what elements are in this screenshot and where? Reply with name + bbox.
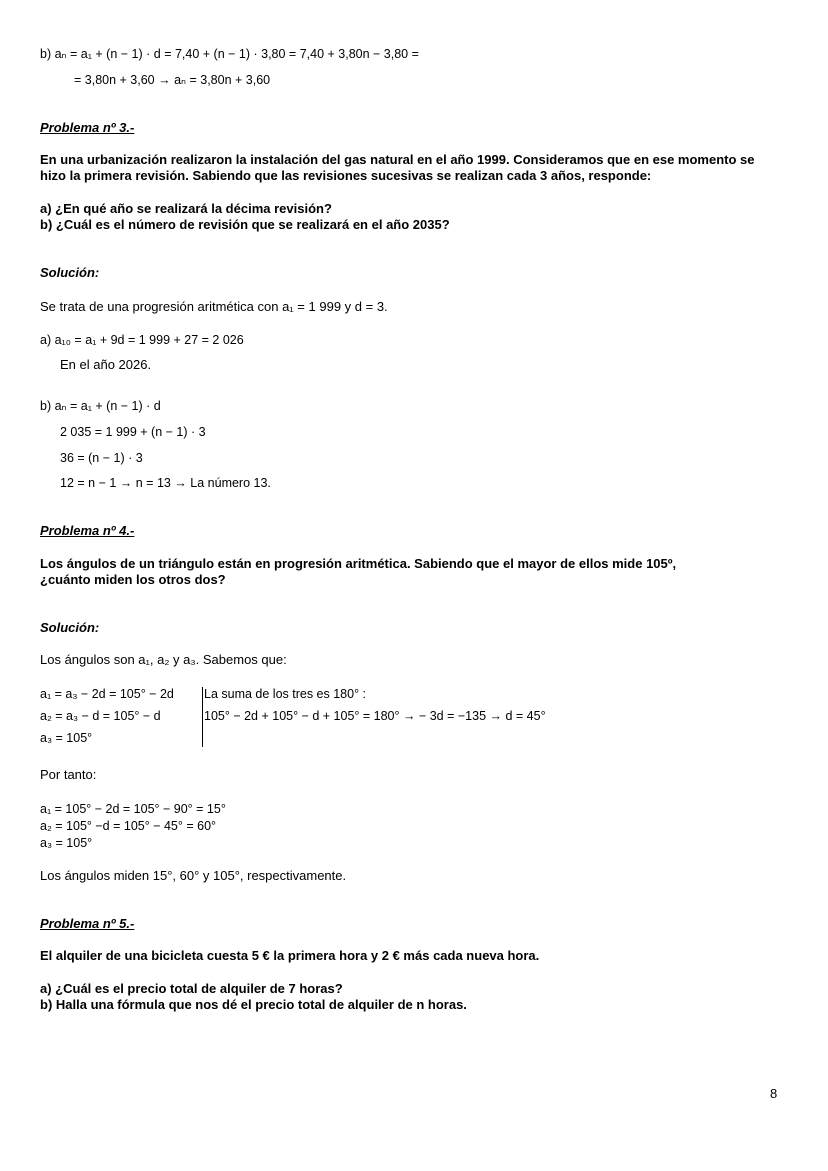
problem-4-statement: Los ángulos de un triángulo están en progresión aritmética. Sabiendo que el mayor de ellos mide 105º, (40, 556, 677, 571)
system-brace (196, 687, 203, 747)
solution-text: Se trata de una progresión aritmética con a₁ = 1 999 y d = 3. (40, 299, 388, 314)
problem-3-question-a: a) ¿En qué año se realizará la décima revisión? (40, 201, 332, 216)
problem-5-question-a: a) ¿Cuál es el precio total de alquiler de 7 horas? (40, 981, 343, 996)
formula-line: 36 = (n − 1) · 3 (60, 451, 143, 465)
equation-line: a₁ = a₃ − 2d = 105° − 2d (40, 687, 174, 701)
problem-5-statement: El alquiler de una bicicleta cuesta 5 € la primera hora y 2 € más cada nueva hora. (40, 948, 540, 963)
equation-line: 105° − 2d + 105° − d + 105° = 180° → − 3d = −135 → d = 45° (204, 709, 546, 723)
solution-text: Los ángulos son a₁, a₂ y a₃. Sabemos que: (40, 652, 287, 667)
solution-text: Los ángulos miden 15°, 60° y 105°, respectivamente. (40, 868, 347, 883)
formula-line: a₃ = 105° (40, 836, 93, 850)
solution-label: Solución: (40, 620, 100, 635)
problem-3-statement: En una urbanización realizaron la instalación del gas natural en el año 1999. Consideramos que en ese momento se (40, 152, 755, 167)
formula-line: 2 035 = 1 999 + (n − 1) · 3 (60, 425, 206, 439)
solution-label: Solución: (40, 265, 100, 280)
formula-line: a₁ = 105° − 2d = 105° − 90° = 15° (40, 802, 226, 816)
problem-3-title: Problema nº 3.- (40, 120, 135, 135)
formula-line: a₂ = 105° −d = 105° − 45° = 60° (40, 819, 217, 833)
problem-3-question-b: b) ¿Cuál es el número de revisión que se realizará en el año 2035? (40, 217, 450, 232)
equation-line: a₃ = 105° (40, 731, 93, 745)
equation-line: a₂ = a₃ − d = 105° − d (40, 709, 161, 723)
solution-text: Por tanto: (40, 767, 97, 782)
formula-line: = 3,80n + 3,60 → aₙ = 3,80n + 3,60 (74, 73, 271, 87)
formula-line: a) a₁₀ = a₁ + 9d = 1 999 + 27 = 2 026 (40, 333, 244, 347)
formula-line: 12 = n − 1 → n = 13 → La número 13. (60, 476, 271, 490)
solution-text: En el año 2026. (60, 357, 152, 372)
problem-5-question-b: b) Halla una fórmula que nos dé el precio total de alquiler de n horas. (40, 997, 467, 1012)
problem-4-statement: ¿cuánto miden los otros dos? (40, 572, 226, 587)
problem-5-title: Problema nº 5.- (40, 916, 135, 931)
problem-3-statement: hizo la primera revisión. Sabiendo que las revisiones sucesivas se realizan cada 3 años, responde: (40, 168, 652, 183)
problem-4-title: Problema nº 4.- (40, 523, 135, 538)
page-number: 8 (770, 1086, 778, 1101)
formula-line: b) aₙ = a₁ + (n − 1) · d (40, 399, 161, 413)
equation-line: La suma de los tres es 180° : (204, 687, 367, 701)
formula-line: b) aₙ = a₁ + (n − 1) · d = 7,40 + (n − 1) · 3,80 = 7,40 + 3,80n − 3,80 = (40, 47, 419, 61)
